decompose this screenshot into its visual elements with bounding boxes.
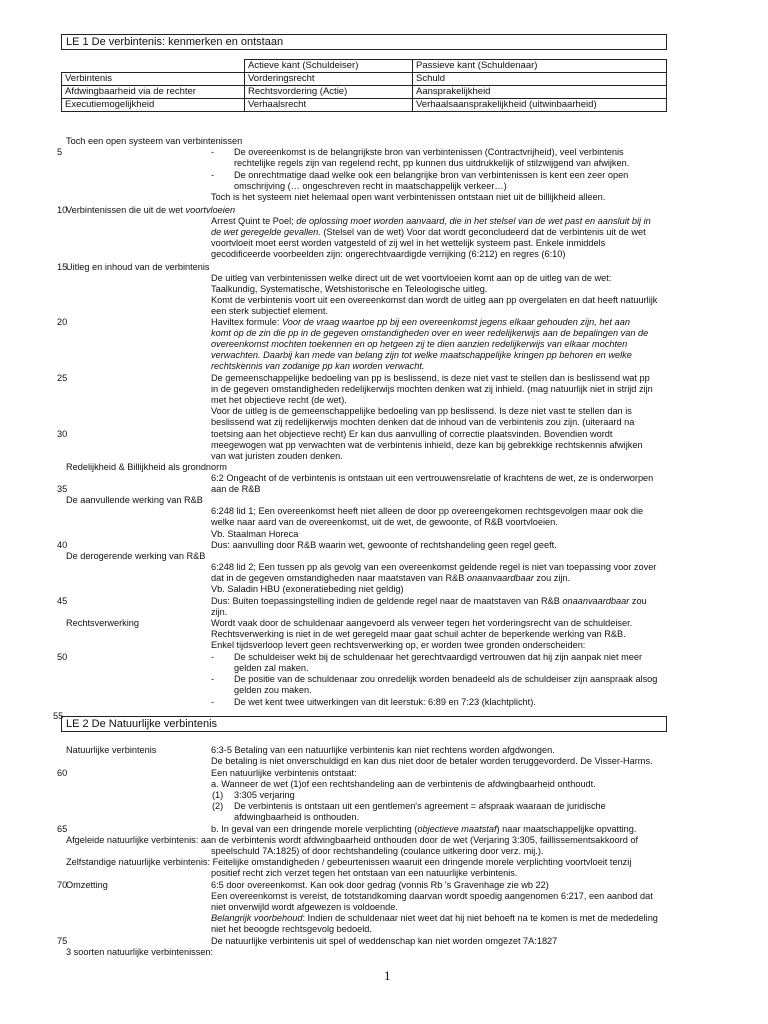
table-row xyxy=(62,73,667,86)
section-1-title xyxy=(61,34,667,50)
text-line: niet het beoogde rechtsgevolg bedoeld. xyxy=(211,924,372,934)
text-line: Vb. Staalman Horeca xyxy=(211,529,299,539)
heading-text: Verbintenissen die uit de wet xyxy=(66,205,186,215)
text-line: meegewogen wat pp verwachten wat de verbintenis inhield, deze kan bij gebrekkige rechtskennis afwijken xyxy=(211,440,643,450)
text-line: 6:3-5 Betaling van een natuurlijke verbintenis kan niet rechtens worden afgdwongen. xyxy=(211,745,555,755)
line-number: 70 xyxy=(57,880,68,890)
table-header-cell xyxy=(62,60,245,73)
table-cell: Aansprakelijkheid xyxy=(413,86,667,99)
list-number: (2) xyxy=(212,801,224,811)
text-line: gelden zal maken. xyxy=(234,663,309,673)
text-line: Een overeenkomst is vereist, de totstandkoming daarvan wordt spoedig aangenomen 6:217, een aanbod dat xyxy=(211,891,653,901)
section-2-title xyxy=(61,716,667,732)
bullet-dash: - xyxy=(211,697,215,707)
table-row xyxy=(62,86,667,99)
text-line: De schuldeiser wekt bij de schuldenaar het gerechtvaardigd vertrouwen dat hij zijn aanpak niet meer xyxy=(234,652,643,662)
table-cell: Verhaalsrecht xyxy=(245,99,413,112)
text-line: zijn. xyxy=(211,607,228,617)
italic-span: rechtskennis van zodanige pp kan worden verwacht. xyxy=(211,361,425,371)
text-span: b. In geval van een dringende morele verplichting ( xyxy=(211,824,418,834)
heading-open-systeem: Toch een open systeem van verbintenissen xyxy=(66,136,243,146)
text-span: : Indien de schuldenaar niet weet dat hij niet behoeft na te komen is met de mededeling xyxy=(302,913,658,923)
table-cell: Verhaalsaansprakelijkheid (uitwinbaarheid) xyxy=(413,99,667,112)
heading-aanvullend: De aanvullende werking van R&B xyxy=(66,495,203,505)
text-line: Taalkundig, Systematische, Wetshistorische en Teleologische uitleg. xyxy=(211,284,488,294)
table-header-row xyxy=(62,60,667,73)
table-row xyxy=(62,99,667,112)
text-line: 6:5 door overeenkomst. Kan ook door gedrag (vonnis Rb 's Gravenhage zie wb 22) xyxy=(211,880,549,890)
text-line: Dus: aanvulling door R&B waarin wet, gewoonte of rechtshandeling geen regel geeft. xyxy=(211,540,557,550)
text-line: afdwingbaarheid is onthouden. xyxy=(234,812,360,822)
text-line: omschrijving (… ongeschreven recht in maatschappelijk verkeer…) xyxy=(234,181,507,191)
heading-italic: voortvloeien xyxy=(185,205,236,215)
voorbehoud-line xyxy=(211,913,658,924)
text-line: van wat juristen zouden denken. xyxy=(211,451,343,461)
line-number: 15 xyxy=(57,262,68,272)
text-span: dat in de gegeven omstandigheden naar maatstaven van R&B xyxy=(211,573,467,583)
italic-span: de oplossing moet worden aanvaard, die in het stelsel van de wet past en aansluit bij in xyxy=(296,216,651,226)
line-number: 50 xyxy=(57,652,68,662)
text-line: welke naar aard van de overeenkomst, uit de wet, de gewoonte, of R&B voortvloeien. xyxy=(211,517,558,527)
text-line: De betaling is niet onverschuldigd en kan dus niet door de betaler worden teruggevorderd. De Visser-Harms. xyxy=(211,756,653,766)
bullet-dash: - xyxy=(211,170,215,180)
text-line: gelden zou maken. xyxy=(234,685,312,695)
page-number: 1 xyxy=(384,968,391,983)
text-span: zou zijn. xyxy=(533,573,571,583)
line-number: 60 xyxy=(57,768,68,778)
text-line: Vb. Saladin HBU (exoneratiebeding niet geldig) xyxy=(211,584,404,594)
text-line: Afgeleide natuurlijke verbintenis: aan de verbintenis wordt afdwingbaarheid onthouden door de wet (Verjaring 3:305, faillissementsakkoord of xyxy=(66,835,639,845)
table-cell: Afdwingbaarheid via de rechter xyxy=(62,86,245,99)
text-line: 3:305 verjaring xyxy=(234,790,295,800)
bullet-dash: - xyxy=(211,652,215,662)
text-line: aan de R&B xyxy=(211,484,261,494)
quint-line xyxy=(211,227,646,238)
table-cell: Rechtsvordering (Actie) xyxy=(245,86,413,99)
text-span: Arrest Quint te Poel; xyxy=(211,216,297,226)
derog-line xyxy=(211,596,647,607)
italic-span: onaanvaardbaar xyxy=(562,596,630,606)
italic-span: Voor de vraag waartoe pp bij een overeenkomst jegens elkaar gehouden zijn, het aan xyxy=(281,317,630,327)
text-line: gecodificeerde voorbeelden zijn: ongerechtvaardigde verrijking (6:212) en regres (6:10) xyxy=(211,249,566,259)
heading-derogerend: De derogerende werking van R&B xyxy=(66,551,206,561)
table-header-cell: Passieve kant (Schuldenaar) xyxy=(413,60,667,73)
derog-line xyxy=(211,573,570,584)
text-line: De natuurlijke verbintenis uit spel of weddenschap kan niet worden omgezet 7A:1827 xyxy=(211,936,558,946)
moral-line xyxy=(211,824,636,835)
haviltex-line xyxy=(211,339,627,350)
text-span: (Stelsel van de wet) Voor dat wordt geconcludeerd dat de verbintenis uit de wet xyxy=(320,227,646,237)
verbintenis-table xyxy=(61,59,667,112)
bullet-dash: - xyxy=(211,674,215,684)
heading-wet-voortvloeien xyxy=(66,205,235,216)
text-line: voortvloeit moet eerst worden vatgesteld of zij wel in het wettelijk systeem past. Enkele inmiddels xyxy=(211,238,606,248)
line-number: 75 xyxy=(57,936,68,946)
line-number: 20 xyxy=(57,317,68,327)
text-line: Rechtsverwerking is niet in de wet geregeld maar gaat schuil achter de beperkende werking van R&B. xyxy=(211,629,626,639)
quint-line xyxy=(211,216,651,227)
label-rechtsverwerking: Rechtsverwerking xyxy=(66,618,140,628)
italic-span: Belangrijk voorbehoud xyxy=(211,913,303,923)
text-line: De overeenkomst is de belangrijkste bron van verbintenissen (Contractvrijheid), veel verbintenis xyxy=(234,147,624,157)
italic-span: overeenkomst mochten toekennen en op hetgeen zij te dien aanzien redelijkerwijs van elkaar mochten xyxy=(211,339,628,349)
text-line: De wet kent twee uitwerkingen van dit leerstuk: 6:89 en 7:23 (klachtplicht). xyxy=(234,697,536,707)
text-span: ) naar maatschappelijke opvatting. xyxy=(496,824,637,834)
section-2-title-text: LE 2 De Natuurlijke verbintenis xyxy=(66,718,218,730)
text-line: een sterk subjectief element. xyxy=(211,306,328,316)
italic-span: onaanvaardbaar xyxy=(466,573,534,583)
text-line: Een natuurlijke verbintenis ontstaat: xyxy=(211,768,357,778)
italic-span: komt op de zin die pp in de gegeven omstandigheden over en weer redelijkerwijs aan de bepalingen van de xyxy=(211,328,649,338)
line-number: 55 xyxy=(53,711,64,721)
italic-span: de wet geregelde gevallen. xyxy=(211,227,321,237)
text-span: Dus: Buiten toepassingstelling indien de geldende regel naar de maatstaven van R&B xyxy=(211,596,563,606)
text-line: De gemeenschappelijke bedoeling van pp is beslissend, is deze niet vast te stellen dan is beslissend wat pp xyxy=(211,373,650,383)
heading-omzetting: Omzetting xyxy=(66,880,108,890)
haviltex-line xyxy=(211,328,648,339)
list-number: (1) xyxy=(212,790,224,800)
text-line: Enkel tijdsverloop levert geen rechtsverwerking op, er worden twee gronden onderscheiden: xyxy=(211,640,586,650)
heading-rb: Redelijkheid & Billijkheid als grondnorm xyxy=(66,462,227,472)
haviltex-line xyxy=(211,361,424,372)
line-number: 5 xyxy=(57,147,63,157)
text-line: De positie van de schuldenaar zou onredelijk worden benadeeld als de schuldeiser zijn aanspraak alsog xyxy=(234,674,658,684)
text-line: 6:248 lid 2; Een tussen pp als gevolg van een overeenkomst geldende regel is niet van toepassing voor zover xyxy=(211,562,657,572)
line-number: 65 xyxy=(57,824,68,834)
text-line: met het objectieve recht (de wet). xyxy=(211,395,347,405)
text-line: De onrechtmatige daad welke ook een belangrijke bron van verbintenissen is kent een zeer open xyxy=(234,170,629,180)
line-number: 10 xyxy=(57,205,68,215)
text-line: De uitleg van verbintenissen welke direct uit de wet voortvloeien komt aan op de uitleg van de wet: xyxy=(211,273,612,283)
text-line: Zelfstandige natuurlijke verbintenis: Feitelijke omstandigheden / gebeurtenissen waaruit een dringende morele verplichting voortvloeit tenzij xyxy=(66,857,632,867)
text-line: speelschuld 7A:1825) of door rechtshandeling (coulance uitkering door verz. mij.). xyxy=(211,846,544,856)
table-cell: Schuld xyxy=(413,73,667,86)
text-line: niet onverwijld wordt afgewezen is voldoende. xyxy=(211,902,398,912)
text-line: in de gegeven omstandigheden redelijkerwijs mochten denken wat zij inhield. (mag natuurlijk niet in strijd zijn xyxy=(211,384,653,394)
table-cell: Verbintenis xyxy=(62,73,245,86)
text-line: 6:2 Ongeacht of de verbintenis is ontstaan uit een vertrouwensrelatie of krachtens de wet, ze is onderworpen xyxy=(211,473,654,483)
heading-3-soorten: 3 soorten natuurlijke verbintenissen: xyxy=(66,947,214,957)
table-cell: Vorderingsrecht xyxy=(245,73,413,86)
table-header-cell: Actieve kant (Schuldeiser) xyxy=(245,60,413,73)
line-number: 30 xyxy=(57,429,68,439)
line-number: 40 xyxy=(57,540,68,550)
line-number: 35 xyxy=(57,484,68,494)
section-1-title-text: LE 1 De verbintenis: kenmerken en ontstaan xyxy=(66,36,284,48)
line-number: 45 xyxy=(57,596,68,606)
text-line: beslissend wat zij redelijkerwijs mochten denken dat de inhoud van de verbintenis zou zijn. (uiteraard na xyxy=(211,417,635,427)
text-line: positief recht zich verzet tegen het ontstaan van een natuurlijke verbintenis. xyxy=(211,868,518,878)
text-line: Komt de verbintenis voort uit een overeenkomst dan wordt de uitleg aan pp overgelaten en dat heeft natuurlijk xyxy=(211,295,658,305)
haviltex-line xyxy=(211,317,630,328)
text-line: Voor de uitleg is de gemeenschappelijke bedoeling van pp beslissend. Is deze niet vast te stellen dan is xyxy=(211,406,632,416)
text-line: rechtelijke regels zijn van regelend recht, pp kunnen dus uitdrukkelijk of stilzwijgend van afwijken. xyxy=(234,158,630,168)
text-line: a. Wanneer de wet (1)of een rechtshandeling aan de verbintenis de afdwingbaarheid onthoudt. xyxy=(211,779,596,789)
line-number: 25 xyxy=(57,373,68,383)
italic-span: verwachten. Daarbij kan mede van belang zijn tot welke maatschappelijke kringen pp behoren en welke xyxy=(211,350,632,360)
heading-uitleg: Uitleg en inhoud van de verbintenis xyxy=(66,262,210,272)
italic-span: objectieve maatstaf xyxy=(417,824,497,834)
label-natuurlijke-verbintenis: Natuurlijke verbintenis xyxy=(66,745,157,755)
table-cell: Executiemogelijkheid xyxy=(62,99,245,112)
text-line: Toch is het systeem niet helemaal open want verbintenissen ontstaan niet uit de billijkheid alleen. xyxy=(211,192,606,202)
text-line: toetsing aan het objectieve recht) Er kan dus aanvulling of correctie plaatsvinden. Bovendien wordt xyxy=(211,429,613,439)
text-span: Haviltex formule: xyxy=(211,317,282,327)
haviltex-line xyxy=(211,350,632,361)
text-span: zou xyxy=(629,596,647,606)
text-line: De verbintenis is ontstaan uit een gentlemen's agreement = afspraak waaraan de juridische xyxy=(234,801,606,811)
text-line: Wordt vaak door de schuldenaar aangevoerd als verweer tegen het vorderingsrecht van de schuldeiser. xyxy=(211,618,633,628)
text-line: 6:248 lid 1; Een overeenkomst heeft niet alleen de door pp overeengekomen rechtsgevolgen maar ook die xyxy=(211,506,644,516)
bullet-dash: - xyxy=(211,147,215,157)
